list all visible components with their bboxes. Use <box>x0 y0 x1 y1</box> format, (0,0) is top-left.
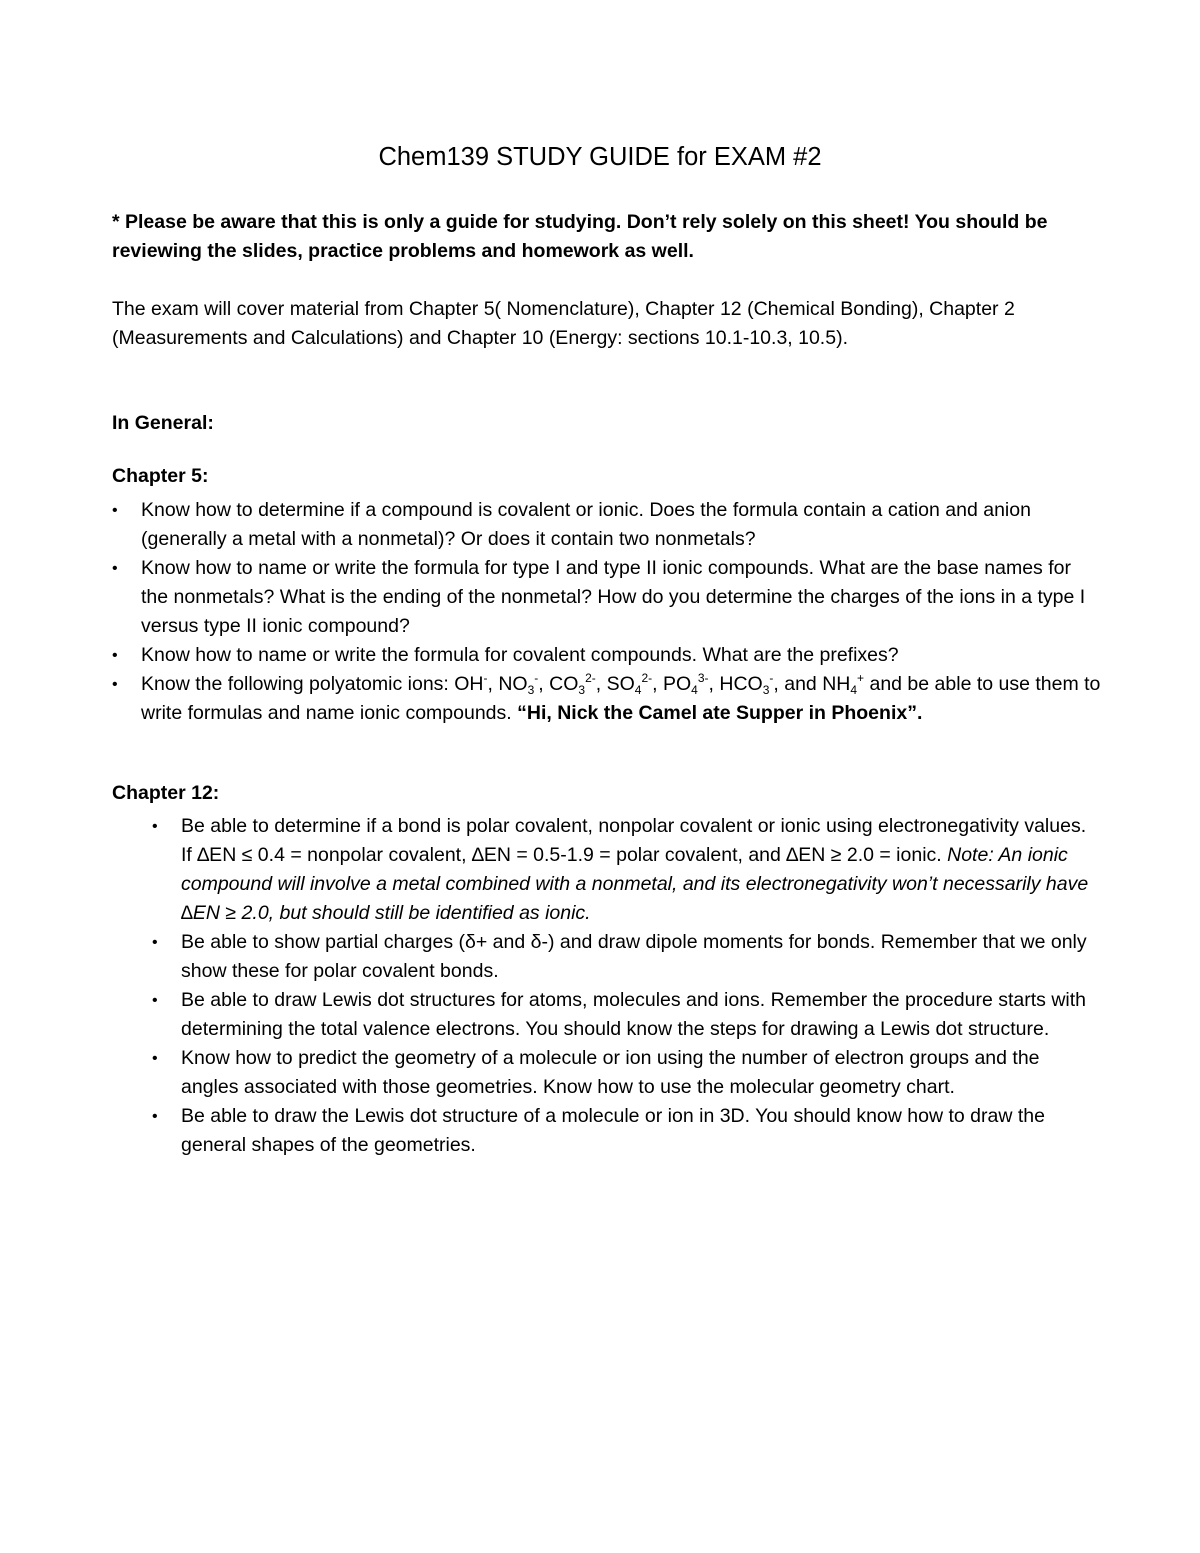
list-item-text: Be able to show partial charges (δ+ and δ-) and draw dipole moments for bonds. Remember that we only show these for polar covalent bonds. <box>181 931 1087 982</box>
bullet-icon: • <box>112 502 118 519</box>
polyatomic-ions-text: Know the following polyatomic ions: OH-, $NO_3^-$, $CO_3^{2-}$, $SO_4^{2-}$, $PO_4^{3-}$, $HCO_3^-$, and $NH_4^+$ and be able to use them to write formulas and name ionic compounds. “Hi, Nick the Camel ate Supper in Phoenix”. <box>141 671 1101 724</box>
list-item <box>152 1044 1102 1102</box>
bullet-icon: • <box>152 1108 158 1125</box>
list-item-text: Know how to name or write the formula for type I and type II ionic compounds. What are the base names for the nonmetals? What is the ending of the nonmetal? How do you determine the charges of the ions in a type I versus type II ionic compound? <box>141 557 1086 637</box>
list-item-text: Be able to determine if a bond is polar covalent, nonpolar covalent or ionic using electronegativity values. If ∆EN ≤ 0.4 = nonpolar covalent, ∆EN = 0.5-1.9 = polar covalent, and ∆EN ≥ 2.0 = ionic. Note: An ionic compound will involve a metal combined with a nonmetal, and its electronegativity won’t necessarily have ∆EN ≥ 2.0, but should still be identified as ionic. <box>181 815 1089 924</box>
chapter5-list <box>112 496 1102 728</box>
bullet-icon: • <box>152 818 158 835</box>
list-item <box>112 496 1102 554</box>
list-item <box>152 812 1102 928</box>
bullet-icon: • <box>152 1050 158 1067</box>
in-general-heading: In General: <box>112 412 214 434</box>
mnemonic: “Hi, Nick the Camel ate Supper in Phoenix”. <box>517 702 923 724</box>
list-item <box>112 554 1102 641</box>
page-title: Chem139 STUDY GUIDE for EXAM #2 <box>378 143 822 171</box>
list-item-text: Know how to determine if a compound is covalent or ionic. Does the formula contain a cation and anion (generally a metal with a nonmetal)? Or does it contain two nonmetals? <box>141 499 1031 550</box>
exam-coverage: The exam will cover material from Chapter 5( Nomenclature), Chapter 12 (Chemical Bonding), Chapter 2 (Measurements and Calculations) and Chapter 10 (Energy: sections 10.1-10.3, 10.5). <box>112 298 1015 349</box>
list-item-text: Know how to name or write the formula for covalent compounds. What are the prefixes? <box>141 644 899 666</box>
list-item-text: Know how to predict the geometry of a molecule or ion using the number of electron groups and the angles associated with those geometries. Know how to use the molecular geometry chart. <box>181 1047 1040 1098</box>
list-item <box>152 986 1102 1044</box>
list-item <box>112 641 1102 670</box>
list-item-text: Be able to draw Lewis dot structures for atoms, molecules and ions. Remember the procedure starts with determining the total valence electrons. You should know the steps for drawing a Lewis dot structure. <box>181 989 1086 1040</box>
list-item <box>112 670 1102 728</box>
study-notice: * Please be aware that this is only a guide for studying. Don’t rely solely on this sheet! You should be reviewing the slides, practice problems and homework as well. <box>112 211 1048 262</box>
chapter12-list <box>152 812 1102 1160</box>
bullet-icon: • <box>112 560 118 577</box>
ionic-note: Note: An ionic compound will involve a metal combined with a nonmetal, and its electronegativity won’t necessarily have ∆EN ≥ 2.0, but should still be identified as ionic. <box>181 844 1089 924</box>
bullet-icon: • <box>112 647 118 664</box>
list-item-text: Be able to draw the Lewis dot structure of a molecule or ion in 3D. You should know how to draw the general shapes of the geometries. <box>181 1105 1045 1156</box>
chapter5-heading: Chapter 5: <box>112 465 209 487</box>
list-item <box>152 1102 1102 1160</box>
list-item <box>152 928 1102 986</box>
bullet-icon: • <box>112 676 118 693</box>
chapter12-heading: Chapter 12: <box>112 782 220 804</box>
bullet-icon: • <box>152 992 158 1009</box>
bullet-icon: • <box>152 934 158 951</box>
